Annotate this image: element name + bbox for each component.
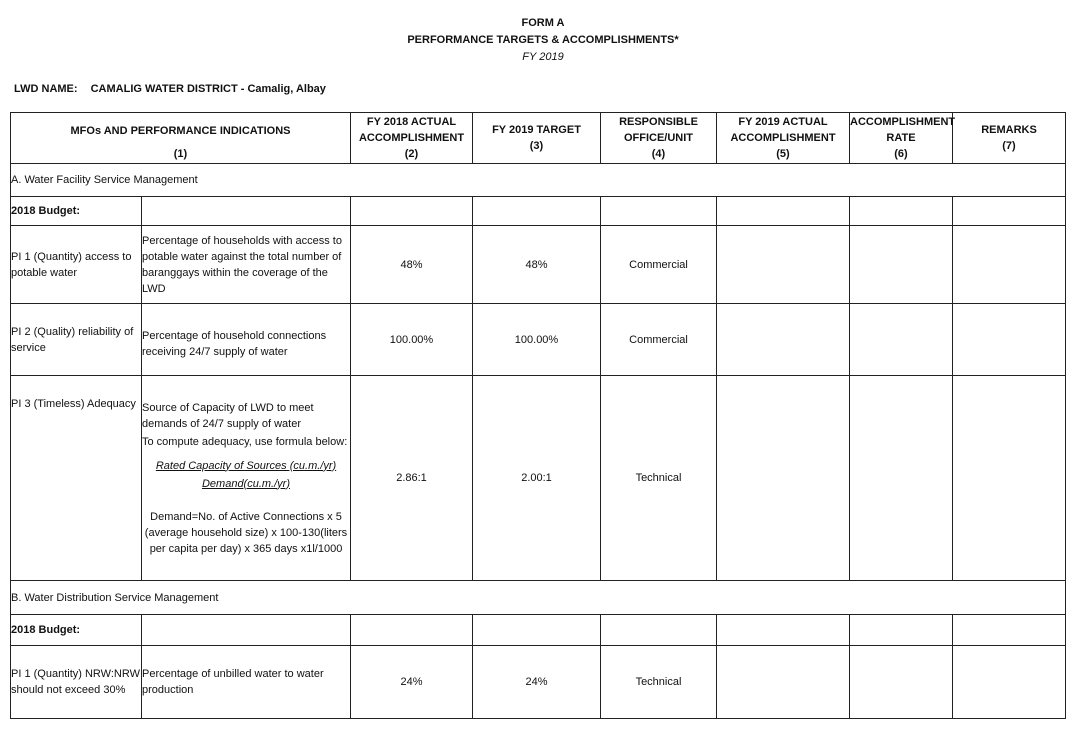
rate-cell xyxy=(850,646,953,719)
budget-label: 2018 Budget: xyxy=(11,615,142,646)
form-label: FORM A xyxy=(521,17,565,29)
remarks-cell xyxy=(953,646,1066,719)
responsible-office-value: Technical xyxy=(601,376,717,581)
section-title: A. Water Facility Service Management xyxy=(11,164,1066,197)
budget-row xyxy=(11,197,1066,226)
fy2018-actual-value: 48% xyxy=(351,226,473,304)
pi-description xyxy=(142,376,351,581)
pi-description: Percentage of household connections receiving 24/7 supply of water xyxy=(142,304,351,376)
form-title: PERFORMANCE TARGETS & ACCOMPLISHMENTS* xyxy=(407,34,679,46)
remarks-cell xyxy=(953,376,1066,581)
responsible-office-value: Technical xyxy=(601,646,717,719)
table-row xyxy=(11,646,1066,719)
rate-cell xyxy=(850,226,953,304)
pi-description: Percentage of households with access to potable water against the total number of baranggays within the coverage of the LWD xyxy=(142,226,351,304)
col-header-mfo: MFOs AND PERFORMANCE INDICATIONS (1) xyxy=(11,113,351,164)
rate-cell xyxy=(850,376,953,581)
fy2018-actual-value: 100.00% xyxy=(351,304,473,376)
pi-description: Percentage of unbilled water to water production xyxy=(142,646,351,719)
adequacy-source-text: Source of Capacity of LWD to meet demands of 24/7 supply of water xyxy=(142,401,314,430)
lwd-name-label: LWD NAME: xyxy=(14,83,78,95)
lwd-name xyxy=(14,83,326,95)
fy2019-actual-cell xyxy=(717,304,850,376)
rate-cell xyxy=(850,304,953,376)
responsible-office-value: Commercial xyxy=(601,304,717,376)
fy2019-actual-cell xyxy=(717,226,850,304)
table-row xyxy=(11,304,1066,376)
col-header-fy2019-actual: FY 2019 ACTUAL ACCOMPLISHMENT (5) xyxy=(717,113,850,164)
responsible-office-value: Commercial xyxy=(601,226,717,304)
fy2019-target-value: 48% xyxy=(473,226,601,304)
fy2018-actual-value: 24% xyxy=(351,646,473,719)
performance-table xyxy=(10,112,1066,719)
col-header-fy2018: FY 2018 ACTUAL ACCOMPLISHMENT (2) xyxy=(351,113,473,164)
col-header-target: FY 2019 TARGET (3) xyxy=(473,113,601,164)
remarks-cell xyxy=(953,226,1066,304)
section-row xyxy=(11,164,1066,197)
fy2018-actual-value: 2.86:1 xyxy=(351,376,473,581)
demand-formula: Demand=No. of Active Connections x 5 (average household size) x 100-130(liters per capita per day) x 365 days x1l/1000 xyxy=(144,510,348,555)
lwd-name-value: CAMALIG WATER DISTRICT - Camalig, Albay xyxy=(90,83,326,95)
pi-label: PI 3 (Timeless) Adequacy xyxy=(11,376,142,581)
pi-label: PI 1 (Quantity) NRW:NRW should not exceed 30% xyxy=(11,646,142,719)
fy2019-actual-cell xyxy=(717,646,850,719)
section-title: B. Water Distribution Service Management xyxy=(11,581,1066,615)
fy2019-target-value: 24% xyxy=(473,646,601,719)
budget-row xyxy=(11,615,1066,646)
pi-label: PI 2 (Quality) reliability of service xyxy=(11,304,142,376)
table-row xyxy=(11,376,1066,581)
section-row xyxy=(11,581,1066,615)
table-row xyxy=(11,226,1066,304)
fy2019-actual-cell xyxy=(717,376,850,581)
budget-label: 2018 Budget: xyxy=(11,197,142,226)
header-row xyxy=(11,113,1066,164)
col-header-remarks: REMARKS (7) xyxy=(953,113,1066,164)
fy2019-target-value: 100.00% xyxy=(473,304,601,376)
fy2019-target-value: 2.00:1 xyxy=(473,376,601,581)
col-header-office: RESPONSIBLE OFFICE/UNIT (4) xyxy=(601,113,717,164)
formula-numerator: Rated Capacity of Sources (cu.m./yr) xyxy=(155,459,337,472)
col-header-rate: ACCOMPLISHMENT RATE (6) xyxy=(850,113,953,164)
form-year: FY 2019 xyxy=(522,51,564,63)
formula-denominator: Demand(cu.m./yr) xyxy=(201,477,291,490)
adequacy-instruction: To compute adequacy, use formula below: xyxy=(142,435,348,448)
remarks-cell xyxy=(953,304,1066,376)
pi-label: PI 1 (Quantity) access to potable water xyxy=(11,226,142,304)
